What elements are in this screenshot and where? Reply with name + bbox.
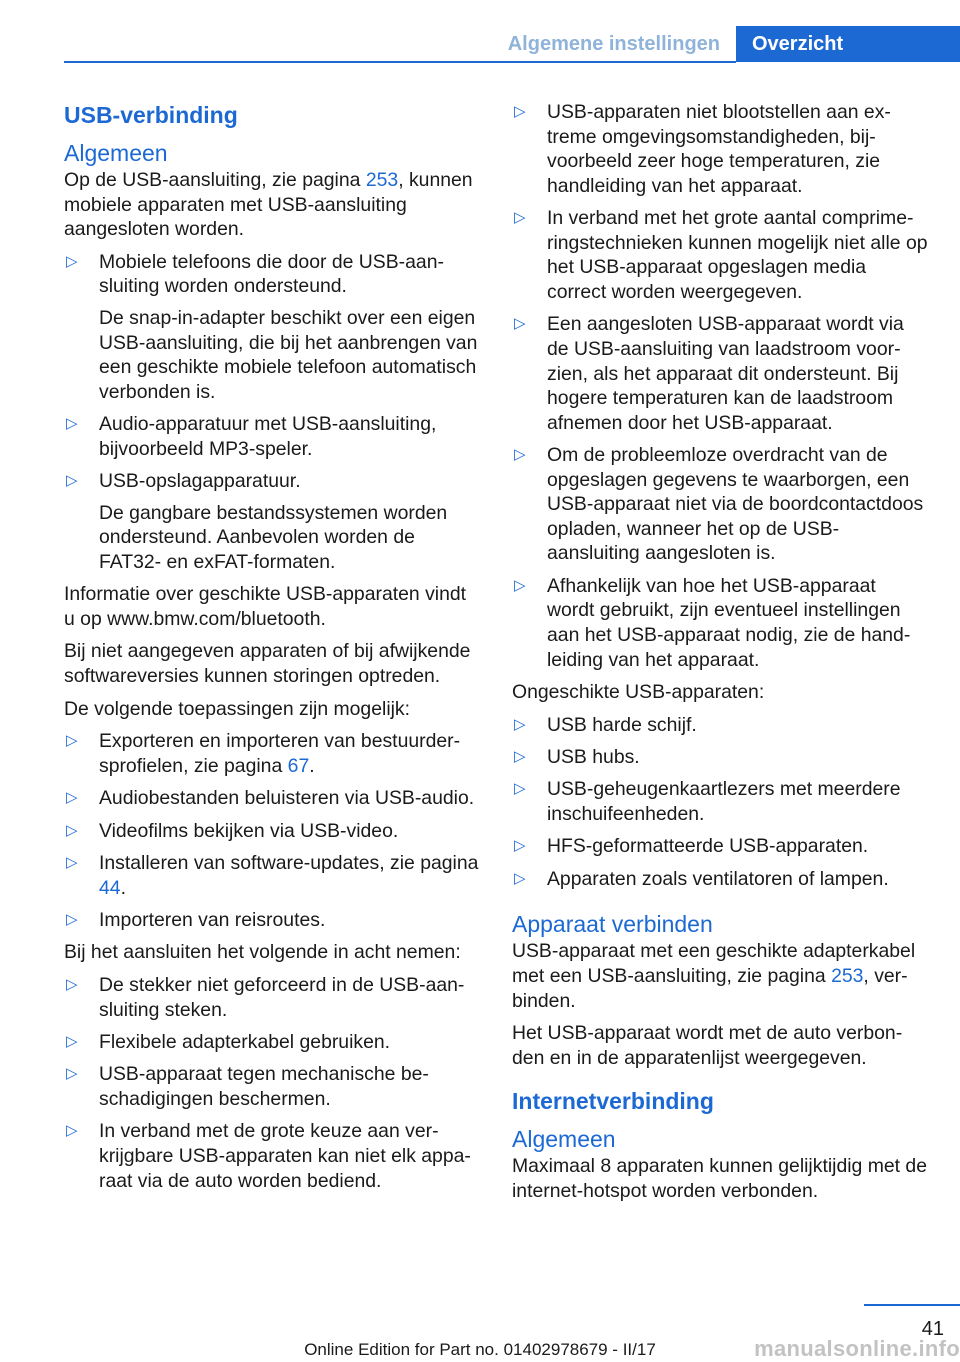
info-paragraph: De volgende toepassingen zijn mogelijk:: [64, 697, 411, 720]
list-item: ▷ USB-geheugenkaartlezers met meerdere inschuifeenheden.: [514, 778, 901, 826]
list-item: ▷ USB hubs.: [514, 746, 640, 769]
triangle-bullet-icon: ▷: [66, 252, 78, 270]
list-item: ▷ Om de probleemloze overdracht van de opgeslagen gegevens te waarborgen, een USB-apparaat niet via de boordcontactdoos opladen, wanneer het op de USB-aansluiting aangesloten is.: [514, 444, 924, 565]
right-column: [512, 100, 928, 1212]
info-paragraph: Informatie over geschikte USB-apparaten vindt u op www.bmw.com/bluetooth.: [64, 583, 467, 630]
triangle-bullet-icon: ▷: [66, 472, 78, 490]
list-item: ▷ Afhankelijk van hoe het USB-apparaat wordt gebruikt, zijn eventueel instellingen aan het USB-apparaat nodig, zie de handleiding van het apparaat.: [514, 574, 911, 671]
header-section-title: Algemene instellingen: [507, 33, 720, 55]
triangle-bullet-icon: ▷: [514, 315, 526, 333]
connect-paragraph: Het USB-apparaat wordt met de auto verbonden en in de apparatenlijst weergegeven.: [512, 1022, 903, 1069]
page-link-253[interactable]: 253: [365, 169, 399, 191]
list-item: ▷ USB-apparaten niet blootstellen aan extreme omgevingsomstandigheden, bijvoorbeeld zeer hoge temperaturen, zie handleiding van het apparaat.: [514, 101, 891, 197]
triangle-bullet-icon: ▷: [66, 732, 78, 750]
info-paragraph: Ongeschikte USB-apparaten:: [512, 681, 765, 704]
internet-paragraph: Maximaal 8 apparaten kunnen gelijktijdig met de internet-hotspot worden verbonden.: [512, 1155, 927, 1202]
connect-paragraph: USB-apparaat met een geschikte adapterkabel met een USB-aansluiting, zie pagina 253, verbinden.: [512, 940, 916, 1012]
info-paragraph: Bij het aansluiten het volgende in acht nemen:: [64, 941, 461, 964]
triangle-bullet-icon: ▷: [66, 1122, 78, 1140]
application-list: [64, 729, 480, 932]
list-item: ▷ Audio-apparatuur met USB-aansluiting, bijvoorbeeld MP3-speler.: [66, 413, 437, 460]
triangle-bullet-icon: ▷: [66, 1032, 78, 1050]
list-item: ▷ Exporteren en importeren van bestuurdersprofielen, zie pagina 67.: [66, 730, 461, 777]
section-title-usb: USB-verbinding: [64, 102, 238, 128]
list-item: ▷ De stekker niet geforceerd in de USB-aansluiting steken.: [66, 974, 465, 1021]
triangle-bullet-icon: ▷: [514, 869, 526, 887]
list-item: ▷ Installeren van software-updates, zie pagina 44.: [66, 852, 479, 899]
list-item: ▷ In verband met de grote keuze aan verkrijgbare USB-apparaten kan niet elk apparaat via de auto worden bediend.: [66, 1120, 471, 1192]
list-item: ▷ Importeren van reisroutes.: [66, 909, 326, 932]
page-link-67[interactable]: 67: [287, 754, 310, 777]
list-item: ▷ Videofilms bekijken via USB-video.: [66, 819, 399, 842]
subheading-algemeen: Algemeen: [512, 1126, 616, 1153]
triangle-bullet-icon: ▷: [514, 748, 526, 766]
info-paragraph: Bij niet aangegeven apparaten of bij afwijkende softwareversies kunnen storingen optreden.: [64, 640, 471, 688]
triangle-bullet-icon: ▷: [514, 715, 526, 733]
triangle-bullet-icon: ▷: [514, 837, 526, 855]
device-list: [64, 250, 480, 575]
triangle-bullet-icon: ▷: [514, 446, 526, 464]
triangle-bullet-icon: ▷: [66, 976, 78, 993]
triangle-bullet-icon: ▷: [66, 911, 78, 929]
edition-text: Online Edition for Part no. 01402978679 - II/17: [304, 1340, 656, 1359]
list-item: ▷ Een aangesloten USB-apparaat wordt via de USB-aansluiting van laadstroom voorzien, als het apparaat dit ondersteunt. Bij hogere temperaturen kan de laadstroom afnemen door het USB-apparaat.: [514, 313, 904, 434]
footer-rule: [864, 1304, 960, 1306]
intro-paragraph: Op de USB-aansluiting, zie pagina 253, kunnen mobiele apparaten met USB-aansluiting aangesloten worden.: [64, 169, 473, 241]
triangle-bullet-icon: ▷: [514, 780, 526, 798]
triangle-bullet-icon: ▷: [66, 789, 78, 807]
triangle-bullet-icon: ▷: [514, 103, 526, 120]
watermark: manualsonline.info: [754, 1336, 960, 1361]
subheading-algemeen: Algemeen: [64, 140, 168, 166]
triangle-bullet-icon: ▷: [66, 821, 78, 839]
list-item: ▷ Apparaten zoals ventilatoren of lampen.: [514, 867, 889, 890]
list-item: ▷ Mobiele telefoons die door de USB-aansluiting worden ondersteund. De snap-in-adapter beschikt over een eigen USB-aansluiting, die bij het aanbrengen van een geschikte mobiele telefoon automatisch verbonden is.: [66, 250, 478, 403]
list-item: ▷ Flexibele adapterkabel gebruiken.: [66, 1030, 391, 1053]
page-link-253[interactable]: 253: [831, 964, 864, 987]
header-rule: [64, 61, 736, 63]
triangle-bullet-icon: ▷: [514, 209, 526, 227]
list-item: ▷ USB-apparaat tegen mechanische beschadigingen beschermen.: [66, 1063, 429, 1110]
subheading-apparaat-verbinden: Apparaat verbinden: [512, 911, 713, 938]
triangle-bullet-icon: ▷: [66, 1065, 78, 1083]
precaution-list-continued: [512, 100, 928, 672]
header-tab-overzicht[interactable]: Overzicht: [736, 26, 960, 62]
triangle-bullet-icon: ▷: [66, 415, 78, 433]
list-item: ▷ In verband met het grote aantal comprimeringstechnieken kunnen mogelijk niet alle op het USB-apparaat opgeslagen media correct worden weergegeven.: [514, 207, 928, 303]
list-item: ▷ USB-opslagapparatuur. De gangbare bestandssystemen worden ondersteund. Aanbevolen worden de FAT32- en exFAT-formaten.: [66, 470, 448, 573]
page-number: 41: [921, 1318, 944, 1340]
unsuitable-devices-list: [512, 713, 928, 892]
list-item: ▷ HFS-geformatteerde USB-apparaten.: [514, 835, 869, 858]
page-link-44[interactable]: 44: [99, 876, 121, 899]
section-title-internet: Internetverbinding: [512, 1088, 714, 1115]
list-item: ▷ USB harde schijf.: [514, 713, 697, 736]
triangle-bullet-icon: ▷: [66, 854, 78, 872]
list-item: ▷ Audiobestanden beluisteren via USB-audio.: [66, 787, 475, 810]
page-header: [0, 0, 960, 62]
left-column: [64, 100, 480, 1201]
triangle-bullet-icon: ▷: [514, 576, 526, 594]
precaution-list: [64, 973, 480, 1193]
